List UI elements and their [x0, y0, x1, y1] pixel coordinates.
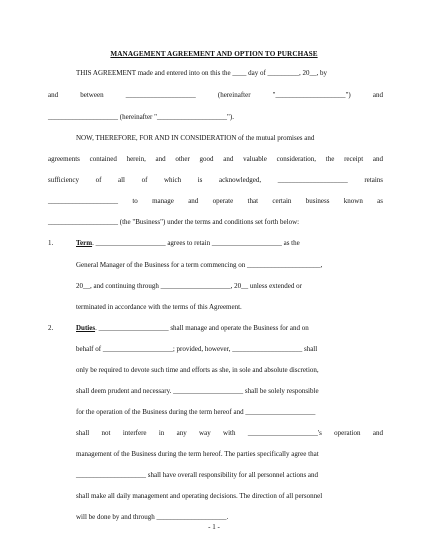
section-1-line-1: [76, 239, 383, 248]
section-1-line-1-text: . ____________________ agrees to retain ____________________ as the: [92, 239, 300, 247]
recital-line-2: agreements contained herein, and other good and valuable consideration, the receipt and: [48, 155, 383, 163]
section-2-line-9: shall make all daily management and operating decisions. The direction of all personnel: [76, 492, 323, 500]
document-title: MANAGEMENT AGREEMENT AND OPTION TO PURCHASE: [110, 50, 318, 58]
section-1-line-2: General Manager of the Business for a term commencing on _____________________,: [76, 261, 323, 269]
section-1-line-3: 20__, and continuing through ____________________, 20__ unless extended or: [76, 282, 302, 290]
intro-line-2: and between ____________________ (hereinafter "____________________") and: [48, 91, 383, 99]
intro-line-3: ____________________ (hereinafter "____________________").: [48, 113, 234, 121]
section-1-number: 1.: [48, 239, 54, 247]
section-2-line-6: shall not interfere in any way with ____________________'s operation and: [76, 429, 383, 437]
section-2-number: 2.: [48, 324, 54, 332]
section-1-line-4: terminated in accordance with the terms of this Agreement.: [76, 303, 242, 311]
recital-line-1: NOW, THEREFORE, FOR AND IN CONSIDERATION of the mutual promises and: [76, 134, 315, 142]
intro-line-1: THIS AGREEMENT made and entered into on this the ____ day of _________, 20__, by: [76, 69, 328, 77]
section-2-line-1-text: . ____________________ shall manage and operate the Business for and on: [95, 324, 309, 332]
section-2-line-7: management of the Business during the term hereof. The parties specifically agree that: [76, 450, 319, 458]
section-2-line-2: behalf of ____________________; provided, however, ____________________ shall: [76, 345, 318, 353]
section-2-line-10: will be done by and through ____________________.: [76, 513, 229, 521]
recital-line-3: sufficiency of all of which is acknowledged, ____________________ retains: [48, 176, 383, 184]
section-2-line-8: ____________________ shall have overall responsibility for all personnel actions and: [76, 471, 319, 479]
section-2-line-4: shall deem prudent and necessary. ____________________ shall be solely responsible: [76, 387, 319, 395]
recital-line-5: ____________________ (the "Business") under the terms and conditions set forth below:: [48, 218, 300, 226]
section-2-line-1: [76, 324, 383, 333]
section-1-heading: Term: [76, 239, 93, 247]
section-2-line-5: for the operation of the Business during the term hereof and ____________________: [76, 408, 316, 416]
recital-line-4: ____________________ to manage and operate that certain business known as: [48, 197, 383, 205]
page-number: - 1 -: [208, 523, 220, 531]
section-2-line-3: only be required to devote such time and efforts as she, in sole and absolute discretion,: [76, 366, 319, 374]
section-2-heading: Duties: [76, 324, 96, 332]
